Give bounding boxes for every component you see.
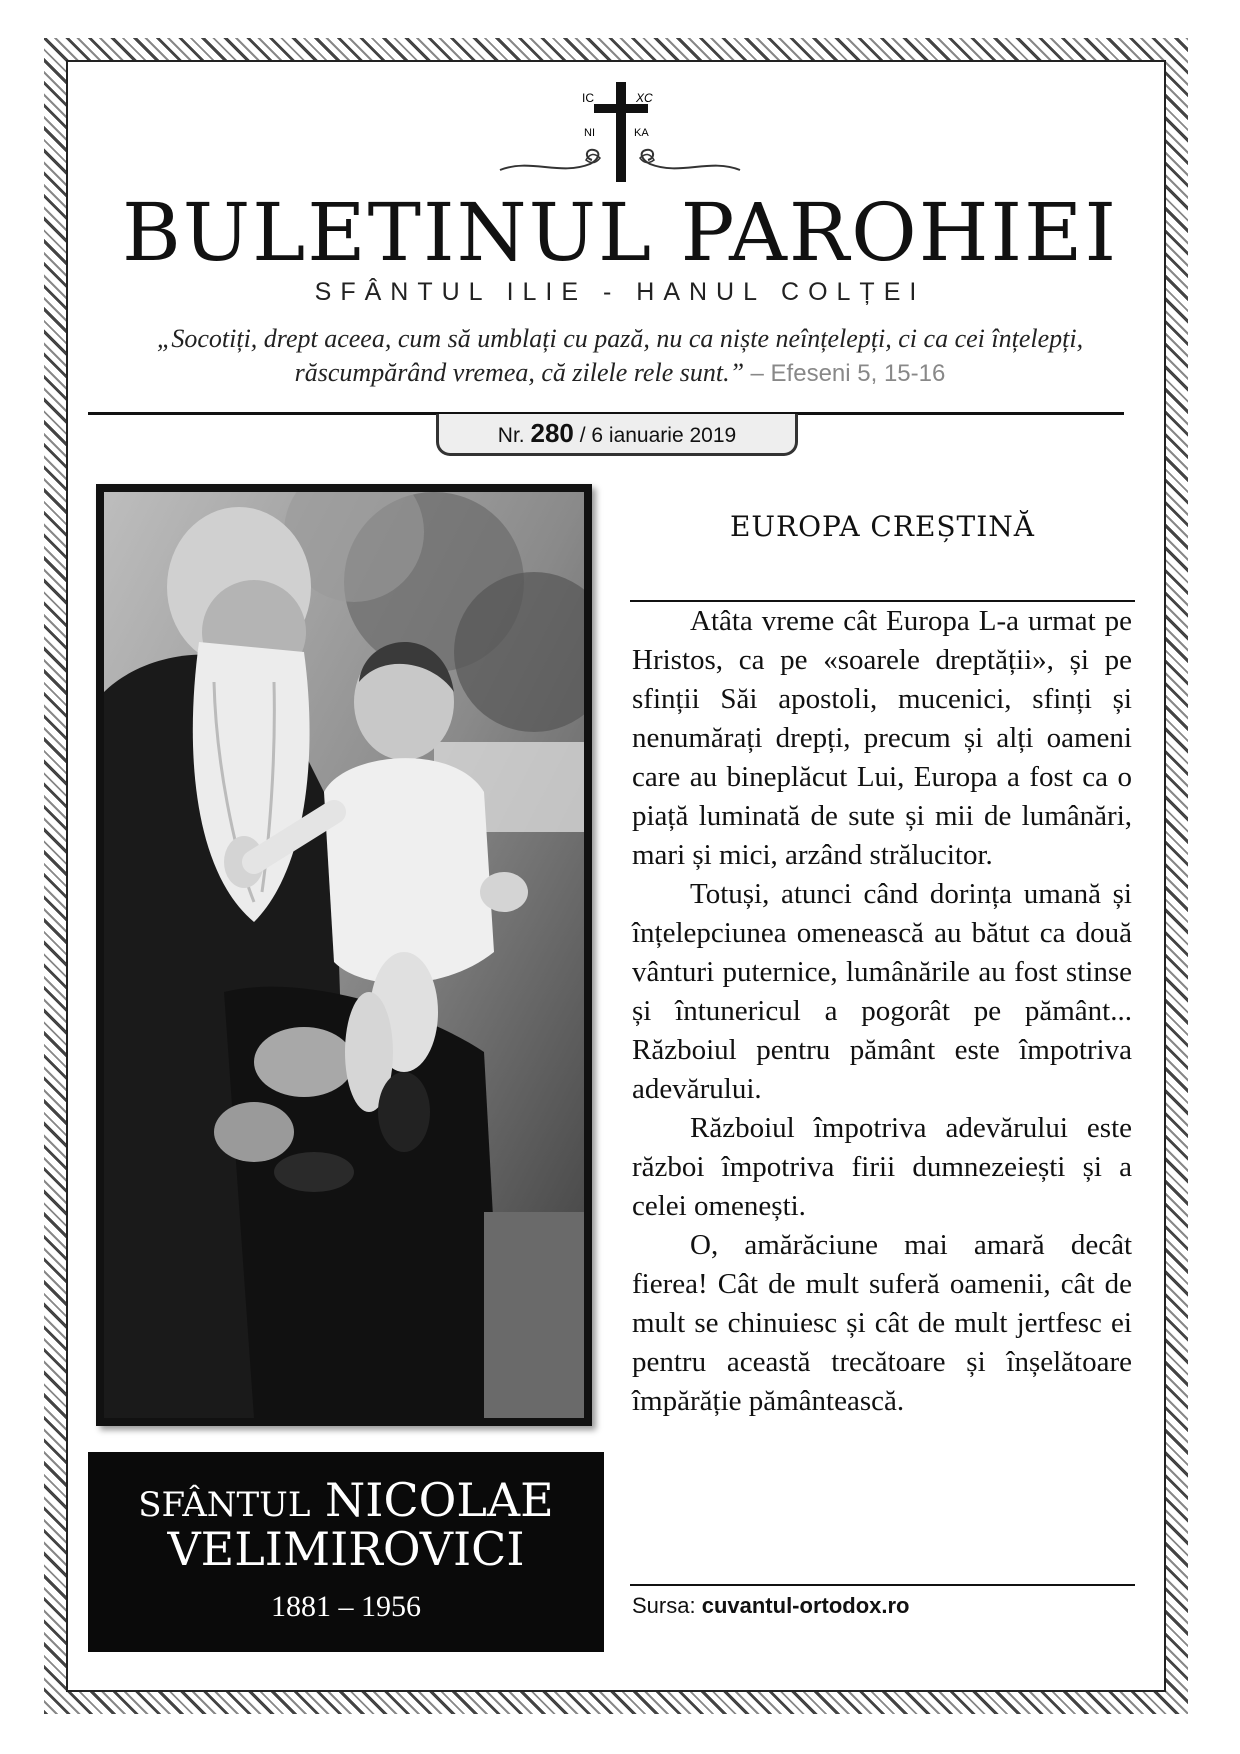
article-title: EUROPA CREȘTINĂ [729,510,1036,543]
emblem-letter-ni: NI [584,127,595,139]
article-bottom-rule [630,1584,1135,1586]
orthodox-cross-icon [490,78,750,188]
saint-prefix: SFÂNTUL [138,1485,311,1525]
article-paragraph: Totuși, atunci când dorința umană și înțelepciunea omenească au bătut ca două vânturi puternice, lumânările au fost stinse și întunericul a pogorât pe pământ... Războiul pentru pământ este împotriva adevărului. [632,878,1132,1105]
issue-number: 280 [530,418,574,448]
article-paragraph: O, amărăciune mai amară decât fierea! Cât de mult suferă oamenii, cât de mult se chinuiesc și cât de mult jertfesc ei pentru această trecătoare și înșelătoare împărăție pământească. [632,1229,1132,1417]
article-source [632,1593,1132,1619]
emblem-letter-xc: XC [636,91,653,105]
quote-reference: – Efeseni 5, 15-16 [750,360,946,387]
article-paragraph: Atâta vreme cât Europa L-a urmat pe Hristos, ca pe «soarele dreptății», și pe sfinții Săi apostoli, mucenici, sfinți și nenumărați drepți, precum și alți oameni care au bineplăcut Lui, Europa a fost ca o piață luminată de sute și mii de lumânări, mari și mici, arzând strălucitor. [632,605,1132,871]
emblem-letter-ka: KA [634,127,649,139]
source-link[interactable]: cuvantul-ortodox.ro [701,1593,910,1618]
quote-text: „Socotiți, drept aceea, cum să umblați cu pază, nu ca niște neînțelepți, ci ca cei înțelepți, răscumpărând vremea, că zilele rele sunt.” [156,324,1084,387]
bulletin-title: BULETINUL PAROHIEI [121,186,1119,279]
scripture-quote [110,322,1130,391]
saint-name-box [88,1452,604,1652]
article-body [632,602,1132,1421]
issue-date: / 6 ianuarie 2019 [579,424,737,447]
saint-last-name: VELIMIROVICI [167,1522,525,1576]
source-label: Sursa: [632,1593,696,1618]
saint-years: 1881 – 1956 [271,1590,421,1623]
issue-info [436,414,798,456]
issue-prefix: Nr. [497,424,525,447]
parish-subtitle: SFÂNTUL ILIE - HANUL COLȚEI [314,278,926,306]
photo-illustration [104,492,584,1418]
emblem-letter-ic: IC [582,91,594,105]
article-paragraph: Războiul împotriva adevărului este război împotriva firii dumnezeiești și a celei omenești. [632,1112,1132,1222]
saint-photograph [96,484,592,1426]
saint-first-name: NICOLAE [325,1473,554,1527]
saint-name [88,1473,604,1576]
